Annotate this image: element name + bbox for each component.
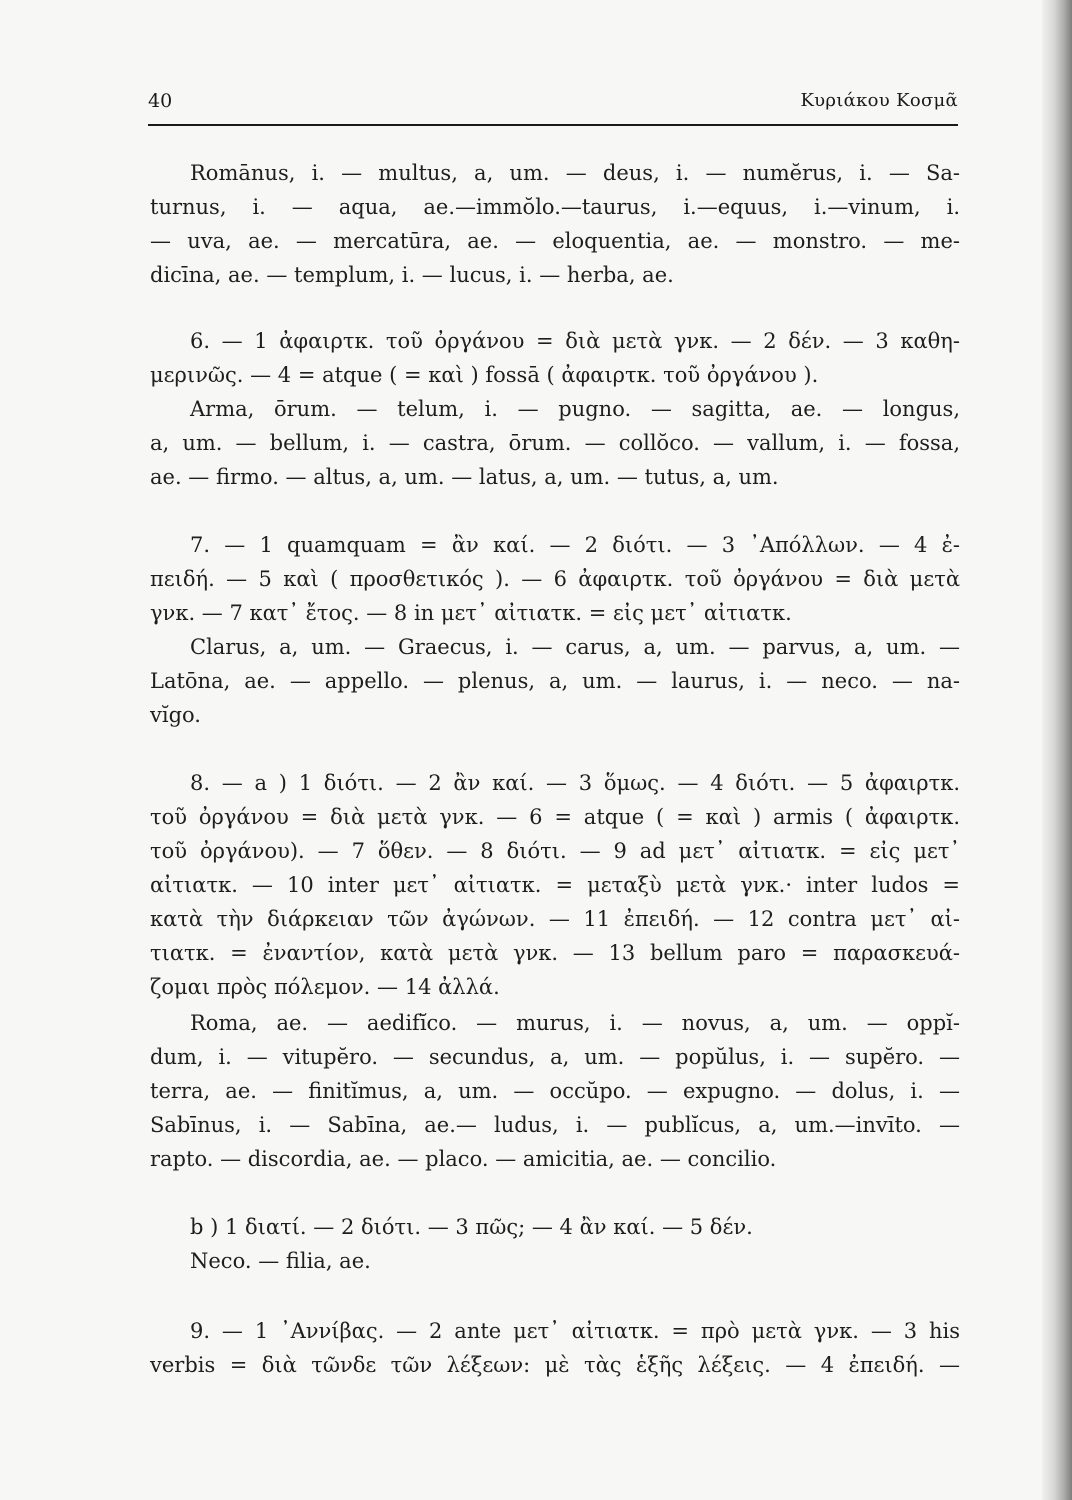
text-line: verbis = διὰ τῶνδε τῶν λέξεων: μὲ τὰς ἑξῆς λέξεις. — 4 ἐπειδή. —: [150, 1353, 960, 1377]
text-line: 7. — 1 quamquam = ἂν καί. — 2 διότι. — 3 ᾿Απόλλων. — 4 ἐ-: [190, 533, 960, 557]
text-line: Roma, ae. — aedifĭco. — murus, i. — novus, a, um. — oppĭ-: [190, 1011, 960, 1035]
text-line: 9. — 1 ᾿Αννίβας. — 2 ante μετ᾿ αἰτιατκ. = πρὸ μετὰ γνκ. — 3 his: [190, 1319, 960, 1343]
text-line: Romānus, i. — multus, a, um. — deus, i. — numĕrus, i. — Sa-: [190, 161, 960, 185]
text-line: ae. — firmo. — altus, a, um. — latus, a, um. — tutus, a, um.: [150, 465, 779, 489]
text-line: Sabīnus, i. — Sabīna, ae.— ludus, i. — publĭcus, a, um.—invīto. —: [150, 1113, 960, 1137]
text-line: Arma, ōrum. — telum, i. — pugno. — sagitta, ae. — longus,: [190, 397, 960, 421]
running-head: Κυριάκου Κοσμᾶ: [800, 90, 958, 111]
text-line: 8. — a ) 1 διότι. — 2 ἂν καί. — 3 ὅμως. — 4 διότι. — 5 ἀφαιρτκ.: [190, 771, 960, 795]
text-line: vĭgo.: [150, 703, 201, 727]
text-line: αἰτιατκ. — 10 inter μετ᾿ αἰτιατκ. = μεταξὺ μετὰ γνκ.· inter ludos =: [150, 873, 960, 897]
text-line: τοῦ ὀργάνου). — 7 ὅθεν. — 8 διότι. — 9 ad μετ᾿ αἰτιατκ. = εἰς μετ᾿: [150, 839, 960, 863]
text-line: Neco. — filia, ae.: [190, 1249, 371, 1273]
text-line: terra, ae. — finitĭmus, a, um. — occŭpo. — expugno. — dolus, i. —: [150, 1079, 960, 1103]
text-line: μερινῶς. — 4 = atque ( = καὶ ) fossā ( ἀφαιρτκ. τοῦ ὀργάνου ).: [150, 363, 819, 387]
text-line: ζομαι πρὸς πόλεμον. — 14 ἀλλά.: [150, 975, 500, 999]
text-line: dum, i. — vitupĕro. — secundus, a, um. — popŭlus, i. — supĕro. —: [150, 1045, 960, 1069]
text-line: τοῦ ὀργάνου = διὰ μετὰ γνκ. — 6 = atque ( = καὶ ) armis ( ἀφαιρτκ.: [150, 805, 960, 829]
text-line: 6. — 1 ἀφαιρτκ. τοῦ ὀργάνου = διὰ μετὰ γνκ. — 2 δέν. — 3 καθη-: [190, 329, 960, 353]
page-header: [148, 84, 958, 126]
text-line: τιατκ. = ἐναντίον, κατὰ μετὰ γνκ. — 13 bellum paro = παρασκευά-: [150, 941, 960, 965]
text-line: dicīna, ae. — templum, i. — lucus, i. — herba, ae.: [150, 263, 674, 287]
text-line: b ) 1 διατί. — 2 διότι. — 3 πῶς; — 4 ἂν καί. — 5 δέν.: [190, 1215, 753, 1239]
text-line: turnus, i. — aqua, ae.—immŏlo.—taurus, i.—equus, i.—vinum, i.: [150, 195, 960, 219]
text-line: Clarus, a, um. — Graecus, i. — carus, a, um. — parvus, a, um. —: [190, 635, 960, 659]
text-line: κατὰ τὴν διάρκειαν τῶν ἀγώνων. — 11 ἐπειδή. — 12 contra μετ᾿ αἰ-: [150, 907, 960, 931]
text-line: a, um. — bellum, i. — castra, ōrum. — collŏco. — vallum, i. — fossa,: [150, 431, 960, 455]
text-line: — uva, ae. — mercatūra, ae. — eloquentia, ae. — monstro. — me-: [150, 229, 960, 253]
binding-edge-shadow: [1042, 0, 1072, 1500]
text-line: πειδή. — 5 καὶ ( προσθετικός ). — 6 ἀφαιρτκ. τοῦ ὀργάνου = διὰ μετὰ: [150, 567, 960, 591]
text-line: γνκ. — 7 κατ᾿ ἔτος. — 8 in μετ᾿ αἰτιατκ. = εἰς μετ᾿ αἰτιατκ.: [150, 601, 792, 625]
page-number: 40: [148, 90, 173, 112]
text-line: Latōna, ae. — appello. — plenus, a, um. — laurus, i. — neco. — na-: [150, 669, 960, 693]
text-line: rapto. — discordia, ae. — placo. — amicitia, ae. — concilio.: [150, 1147, 777, 1171]
